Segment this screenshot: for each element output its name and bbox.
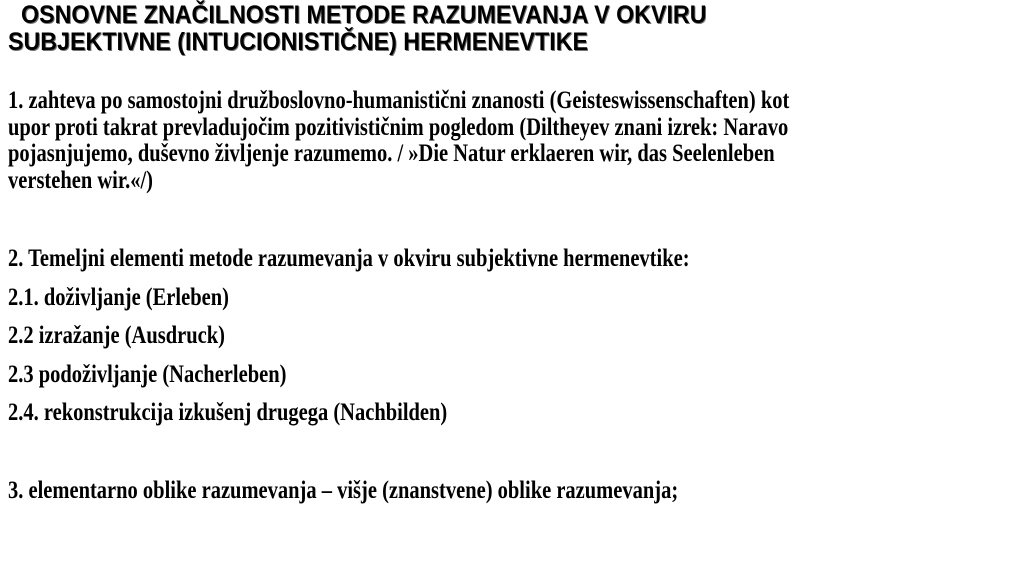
point-2-heading: 2. Temeljni elementi metode razumevanja v okviru subjektivne hermenevtike: bbox=[8, 245, 690, 272]
point-3-text: 3. elementarno oblike razumevanja – višje (znanstvene) oblike razumevanja; bbox=[8, 477, 679, 504]
point-1-paragraph bbox=[8, 88, 789, 194]
point-1-line: upor proti takrat prevladujočim pozitivističnim pogledom (Diltheyev znani izrek: Naravo bbox=[8, 113, 789, 141]
point-2-item: 2.2 izražanje (Ausdruck) bbox=[8, 322, 225, 349]
point-1-line: pojasnjujemo, duševno življenje razumemo. / »Die Natur erklaeren wir, das Seelenleben bbox=[8, 140, 775, 167]
slide-title bbox=[8, 2, 707, 56]
title-line-2: SUBJEKTIVNE (INTUCIONISTIČNE) HERMENEVTIKE bbox=[8, 28, 589, 56]
point-1-line: verstehen wir.«/) bbox=[8, 166, 153, 194]
point-2-item: 2.3 podoživljanje (Nacherleben) bbox=[8, 361, 287, 388]
point-1-line: 1. zahteva po samostojni družboslovno-humanistični znanosti (Geisteswissenschaften) kot bbox=[8, 87, 790, 114]
point-2-item: 2.4. rekonstrukcija izkušenj drugega (Nachbilden) bbox=[8, 399, 448, 426]
point-2-item: 2.1. doživljanje (Erleben) bbox=[8, 284, 229, 311]
title-line-1: OSNOVNE ZNAČILNOSTI METODE RAZUMEVANJA V OKVIRU bbox=[21, 1, 707, 29]
